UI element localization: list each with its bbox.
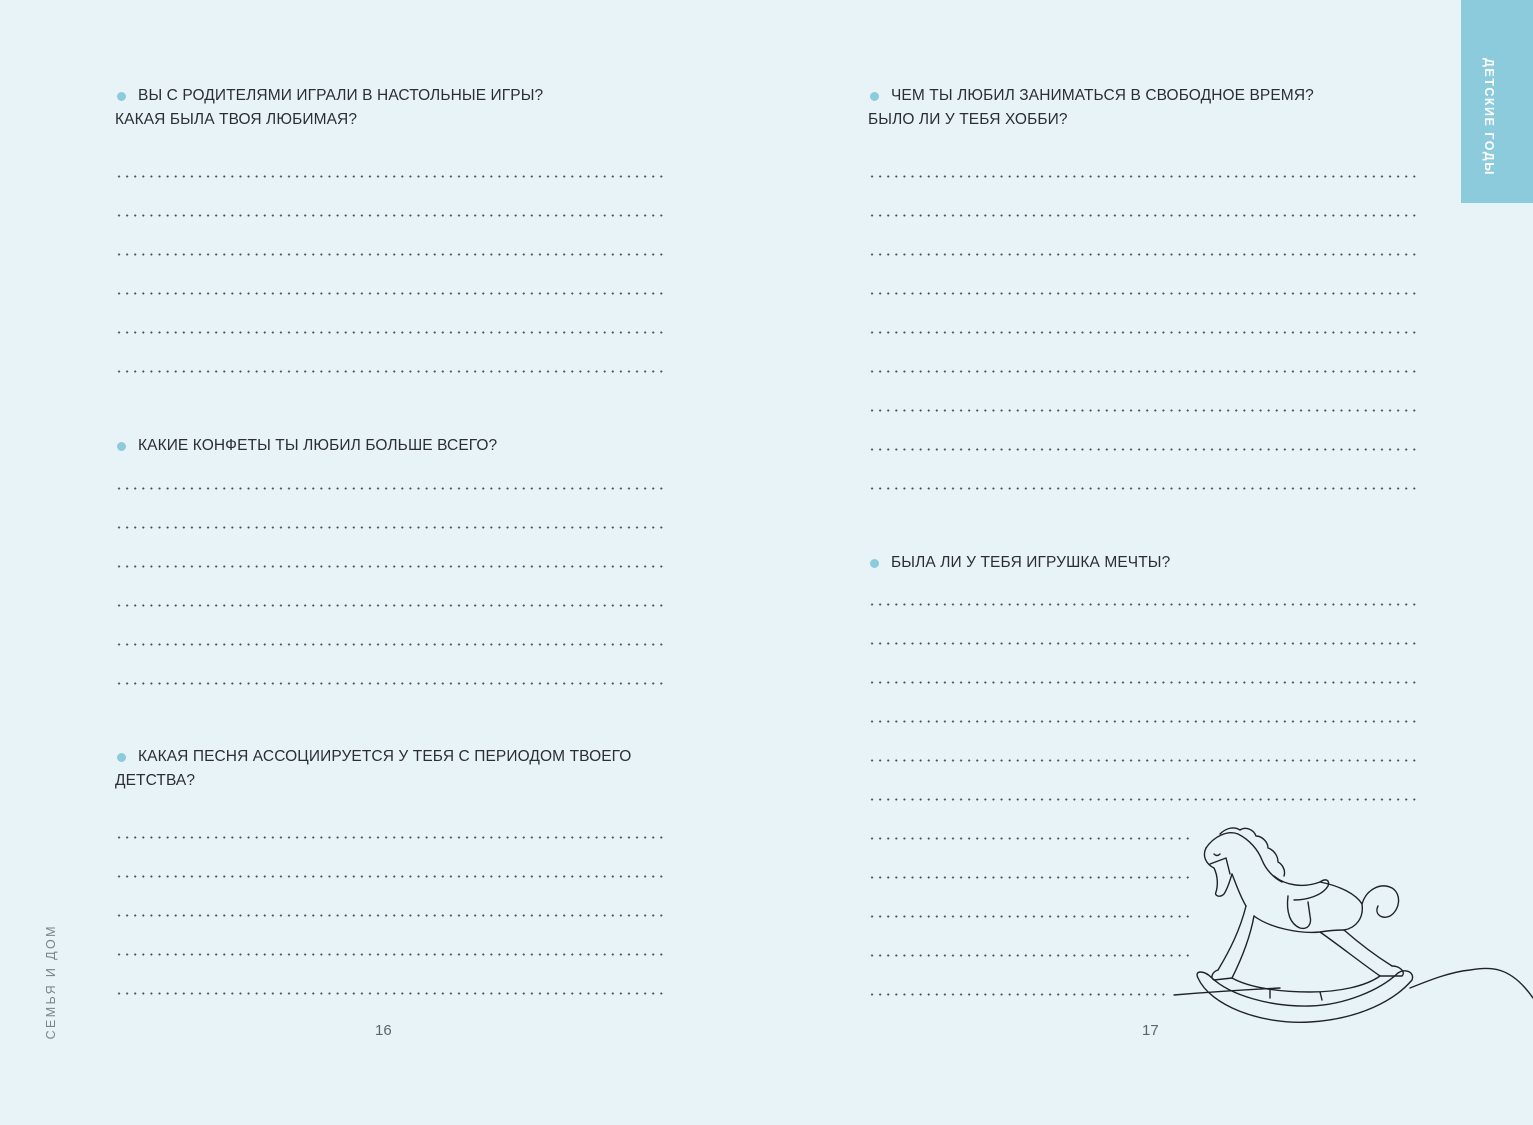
question-song — [115, 745, 631, 793]
answer-line[interactable] — [868, 292, 1421, 295]
answer-line[interactable] — [115, 253, 668, 256]
question-candy — [115, 434, 497, 458]
rocking-horse-icon — [1170, 820, 1533, 1030]
bullet-icon — [117, 92, 126, 101]
answer-line[interactable] — [115, 175, 668, 178]
question-line: КАКАЯ БЫЛА ТВОЯ ЛЮБИМАЯ? — [115, 111, 358, 128]
answer-line[interactable] — [868, 487, 1421, 490]
question-line: БЫЛО ЛИ У ТЕБЯ ХОББИ? — [868, 111, 1068, 128]
answer-line[interactable] — [115, 565, 668, 568]
question-line: БЫЛА ЛИ У ТЕБЯ ИГРУШКА МЕЧТЫ? — [891, 554, 1171, 571]
answer-line[interactable] — [115, 875, 668, 878]
question-board-games — [115, 84, 543, 132]
answer-line[interactable] — [115, 487, 668, 490]
answer-line[interactable] — [115, 526, 668, 529]
answer-line[interactable] — [115, 214, 668, 217]
answer-line[interactable] — [868, 876, 1189, 879]
answer-line[interactable] — [868, 214, 1421, 217]
question-line: КАКАЯ ПЕСНЯ АССОЦИИРУЕТСЯ У ТЕБЯ С ПЕРИОДОМ ТВОЕГО — [138, 748, 632, 765]
answer-line[interactable] — [115, 370, 668, 373]
answer-line[interactable] — [115, 836, 668, 839]
page-number: 16 — [375, 1022, 392, 1039]
answer-line[interactable] — [115, 992, 668, 995]
answer-line[interactable] — [868, 331, 1421, 334]
question-free-time — [868, 84, 1314, 132]
answer-line[interactable] — [868, 409, 1421, 412]
answer-line[interactable] — [868, 448, 1421, 451]
answer-line[interactable] — [115, 604, 668, 607]
question-dream-toy — [868, 551, 1170, 575]
answer-line[interactable] — [868, 759, 1421, 762]
left-page — [0, 0, 766, 1125]
question-line: ЧЕМ ТЫ ЛЮБИЛ ЗАНИМАТЬСЯ В СВОБОДНОЕ ВРЕМЯ? — [891, 87, 1314, 104]
question-line: ДЕТСТВА? — [115, 772, 196, 789]
section-tab — [1461, 0, 1533, 203]
spine-title: СЕМЬЯ И ДОМ — [44, 923, 58, 1039]
answer-line[interactable] — [868, 720, 1421, 723]
answer-line[interactable] — [868, 253, 1421, 256]
question-line: КАКИЕ КОНФЕТЫ ТЫ ЛЮБИЛ БОЛЬШЕ ВСЕГО? — [138, 437, 498, 454]
answer-line[interactable] — [868, 370, 1421, 373]
answer-line[interactable] — [868, 993, 1166, 996]
answer-line[interactable] — [115, 953, 668, 956]
answer-line[interactable] — [868, 798, 1421, 801]
answer-line[interactable] — [115, 331, 668, 334]
answer-line[interactable] — [868, 681, 1421, 684]
answer-line[interactable] — [115, 914, 668, 917]
bullet-icon — [870, 559, 879, 568]
answer-line[interactable] — [115, 682, 668, 685]
answer-line[interactable] — [868, 603, 1421, 606]
bullet-icon — [117, 442, 126, 451]
bullet-icon — [117, 753, 126, 762]
section-tab-label: ДЕТСКИЕ ГОДЫ — [1482, 58, 1496, 176]
answer-line[interactable] — [868, 954, 1189, 957]
question-line: ВЫ С РОДИТЕЛЯМИ ИГРАЛИ В НАСТОЛЬНЫЕ ИГРЫ? — [138, 87, 544, 104]
answer-line[interactable] — [868, 175, 1421, 178]
answer-line[interactable] — [868, 915, 1189, 918]
answer-line[interactable] — [115, 292, 668, 295]
bullet-icon — [870, 92, 879, 101]
answer-line[interactable] — [868, 642, 1421, 645]
page-number: 17 — [1142, 1022, 1159, 1039]
answer-line[interactable] — [868, 837, 1189, 840]
answer-line[interactable] — [115, 643, 668, 646]
